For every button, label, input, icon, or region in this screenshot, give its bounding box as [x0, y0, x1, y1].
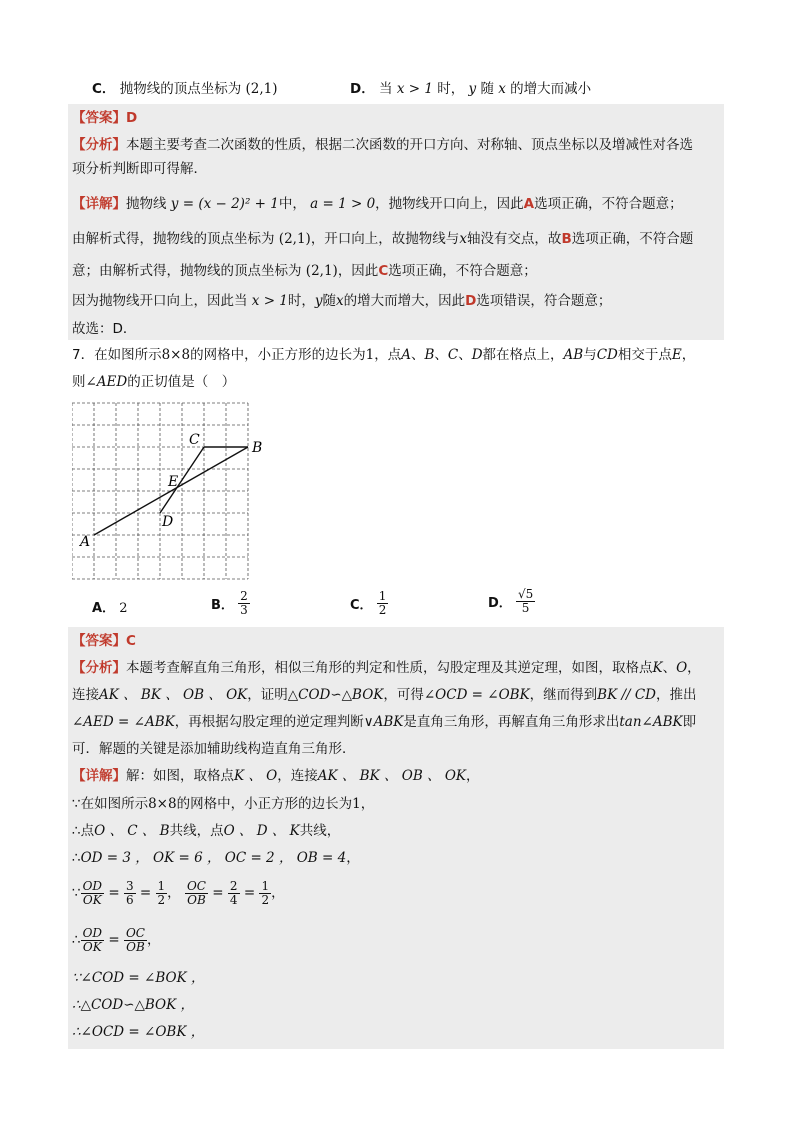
text: 与 — [583, 347, 597, 363]
label-e: E — [168, 474, 179, 490]
analysis-label: 【分析】 — [72, 137, 126, 153]
q6-detail-line3 — [72, 262, 537, 280]
text: 共线，点 — [169, 823, 224, 839]
option-label: B． — [211, 598, 234, 613]
option-ref: A — [523, 196, 535, 212]
text: 因为抛物线开口向上，因此当 — [72, 293, 248, 309]
text: 本题考查解直角三角形，相似三角形的判定和性质，勾股定理及其逆定理，如图，取格点 — [126, 660, 653, 676]
math-expr: ∠AED — [85, 374, 128, 390]
text: 、 — [662, 660, 677, 676]
analysis-label: 【分析】 — [72, 660, 126, 676]
text: 在如图所示 — [94, 347, 162, 363]
numerator: 1 — [378, 589, 387, 603]
text: 时， — [287, 293, 315, 309]
q6-option-c — [92, 80, 278, 98]
q7-analysis-line3 — [72, 713, 696, 731]
math-expr: (2,1) — [305, 263, 338, 279]
option-label: D． — [350, 81, 375, 97]
text: ∴点 — [72, 823, 95, 839]
q6-detail-line5 — [72, 320, 136, 338]
math-var: O — [676, 660, 688, 676]
numerator: 2 — [229, 878, 238, 893]
math-expr: (2,1) — [278, 231, 311, 247]
option-ref: B — [561, 231, 572, 247]
text: 选项正确，不符合题 — [571, 231, 694, 247]
question-number: 7． — [72, 347, 95, 363]
math-expr: K 、 O — [234, 768, 278, 784]
q7-detail-line5: ∵ $\frac{OD}{OK}$ = $\frac{3}{6}$ = $\frac{1}{2}$ ， $\frac{OC}{OB}$ = $\frac{2}{4}$ = $\frac{1}{2}$ ， — [72, 878, 285, 907]
text: ， — [681, 347, 696, 363]
text: 都在格点上， — [482, 347, 564, 363]
math-expr: ∠AED = ∠ABK — [72, 714, 175, 730]
option-label: D． — [488, 596, 512, 611]
text: ，点 — [374, 347, 402, 363]
text: 、 — [434, 347, 448, 363]
option-ref: D — [465, 293, 477, 309]
math-expr: OD = 3 ， OK = 6 ， OC = 2 ， OB = 4 — [80, 850, 347, 866]
math-expr: x > 1 — [396, 81, 433, 97]
math-expr: AK 、 BK 、 OB 、 OK — [317, 768, 466, 784]
math-expr: 8×8 — [161, 347, 191, 363]
answer-label: 【答案】 — [72, 110, 126, 126]
q7-option-c — [350, 590, 388, 617]
q7-detail-line9 — [72, 1023, 204, 1041]
detail-label: 【详解】 — [72, 768, 126, 784]
q7-stem-line1 — [72, 346, 695, 364]
math-expr: O 、 D 、 K — [223, 823, 300, 839]
math-var: AB — [563, 347, 584, 363]
text: 时， — [437, 81, 465, 97]
math-expr: BK // CD — [597, 687, 657, 703]
q7-detail-line6: ∴ $\frac{OD}{OK}$ = $\frac{OC}{OB}$ ， — [72, 925, 161, 954]
numerator: OC — [125, 925, 145, 940]
numerator: 1 — [157, 878, 166, 893]
text: 当 — [379, 81, 393, 97]
math-expr: 1 — [352, 796, 361, 812]
numerator: 2 — [240, 589, 248, 603]
math-expr: AK 、 BK 、 OB 、 OK — [99, 687, 248, 703]
numerator: 1 — [261, 878, 270, 893]
math-expr: O 、 C 、 B — [94, 823, 170, 839]
fraction — [238, 590, 250, 617]
denominator: OK — [82, 892, 102, 907]
math-expr: tan∠ABK — [619, 714, 683, 730]
text: 共线， — [299, 823, 341, 839]
q6-analysis-line2 — [72, 160, 207, 178]
label-c: C — [189, 432, 200, 448]
math-var: E — [671, 347, 682, 363]
text: 、 — [410, 347, 425, 363]
q7-analysis-line2 — [72, 686, 697, 704]
answer-value: D — [126, 110, 138, 126]
denominator: 2 — [261, 892, 270, 907]
text: 则 — [72, 374, 86, 390]
q6-detail-line1 — [72, 195, 683, 213]
q7-detail-line2 — [72, 795, 374, 813]
text: 项分析判断即可得解． — [72, 161, 207, 177]
fraction — [124, 880, 136, 907]
detail-label: 【详解】 — [72, 196, 126, 212]
text: 中， — [278, 196, 306, 212]
numerator: OC — [186, 878, 206, 893]
denominator: OB — [187, 892, 206, 907]
math-expr: x > 1 — [251, 293, 288, 309]
text: ，因此 — [337, 263, 379, 279]
math-expr: a = 1 > 0 — [310, 196, 376, 212]
math-var: CD — [596, 347, 618, 363]
text: 的网格中，小正方形的边长为 — [190, 347, 366, 363]
text: ，连接 — [277, 768, 318, 784]
denominator: 6 — [125, 892, 134, 907]
text: 随 — [480, 81, 494, 97]
text: 的增大而增大，因此 — [343, 293, 466, 309]
text: ，可得 — [383, 687, 424, 703]
text: ，抛物线开口向上，因此 — [375, 196, 524, 212]
label-a: A — [80, 534, 91, 550]
text: 是直角三角形，再解直角三角形求出 — [403, 714, 620, 730]
grid-lines — [72, 403, 248, 579]
q7-option-d — [488, 588, 535, 615]
denominator: OB — [126, 939, 145, 954]
numerator: OD — [82, 925, 103, 940]
fraction — [516, 588, 535, 615]
q6-analysis-line1 — [72, 136, 693, 154]
math-var: B — [424, 347, 435, 363]
text: 连接 — [72, 687, 99, 703]
text: 相交于点 — [617, 347, 672, 363]
q6-detail-line4 — [72, 292, 611, 310]
text: 的正切值是（ ） — [127, 374, 236, 390]
denominator: 2 — [378, 603, 387, 617]
option-ref: C — [378, 263, 389, 279]
text: 可．解题的关键是添加辅助线构造直角三角形． — [72, 741, 356, 757]
denominator: 2 — [157, 892, 166, 907]
math-expr: ∴△COD∽△BOK ， — [72, 997, 195, 1013]
denominator: OK — [82, 939, 102, 954]
math-var: y — [314, 293, 323, 309]
text: 选项错误，符合题意； — [476, 293, 612, 309]
option-text: 抛物线的顶点坐标为 — [119, 81, 242, 97]
text: 意；由解析式得，抛物线的顶点坐标为 — [72, 263, 302, 279]
denominator: 5 — [521, 601, 530, 615]
q7-option-b — [211, 590, 250, 617]
math-expr: ∠OCD = ∠OBK — [423, 687, 530, 703]
text: 故选：D． — [72, 321, 137, 337]
numerator: OD — [82, 878, 103, 893]
math-var: x — [336, 293, 344, 309]
option-value: 2 — [119, 601, 128, 616]
math-expr: 8×8 — [148, 796, 177, 812]
fraction — [185, 880, 208, 907]
denominator: 3 — [240, 603, 248, 617]
text: 、 — [458, 347, 472, 363]
text: ， — [346, 850, 360, 866]
numerator: √5 — [517, 587, 534, 601]
text: 抛物线 — [126, 196, 167, 212]
label-d: D — [162, 514, 174, 530]
text: 的网格中，小正方形的边长为 — [176, 796, 353, 812]
math-expr: 1 — [365, 347, 375, 363]
math-var: y — [468, 81, 477, 97]
fraction — [81, 927, 104, 954]
math-expr: (2,1) — [245, 81, 278, 97]
math-var: D — [471, 347, 483, 363]
option-label: C． — [92, 81, 116, 97]
fraction — [259, 880, 271, 907]
fraction — [228, 880, 240, 907]
q7-analysis-line4 — [72, 740, 356, 758]
option-label: C． — [350, 598, 373, 613]
text: ，开口向上，故抛物线与 — [310, 231, 460, 247]
q7-answer — [72, 632, 136, 650]
q6-answer — [72, 109, 137, 127]
math-var: C — [447, 347, 459, 363]
q6-detail-line2 — [72, 230, 693, 248]
text: ， — [465, 768, 480, 784]
text: 随 — [322, 293, 337, 309]
fraction — [377, 590, 389, 617]
text: ， — [687, 660, 701, 676]
text: ，推出 — [656, 687, 697, 703]
q6-option-d — [350, 80, 591, 98]
q7-analysis-line1 — [72, 659, 701, 677]
denominator: 4 — [229, 892, 238, 907]
text: 选项正确，不符合题意； — [388, 263, 537, 279]
text: 即 — [682, 714, 697, 730]
q7-detail-line3 — [72, 822, 340, 840]
text: 解：如图，取格点 — [126, 768, 234, 784]
q7-detail-line4 — [72, 849, 360, 867]
math-var: x — [498, 81, 506, 97]
answer-value: C — [126, 633, 136, 649]
q7-detail-line1 — [72, 767, 479, 785]
math-expr: △COD∽△BOK — [287, 687, 384, 703]
fraction — [156, 880, 168, 907]
text: ∵ — [72, 885, 81, 901]
fraction — [81, 880, 104, 907]
q7-stem-line2 — [72, 373, 235, 391]
math-expr: ∨ABK — [363, 714, 404, 730]
option-label: A． — [92, 601, 116, 616]
text: 由解析式得，抛物线的顶点坐标为 — [72, 231, 275, 247]
math-var: A — [401, 347, 411, 363]
text: 本题主要考查二次函数的性质，根据二次函数的开口方向、对称轴、顶点坐标以及增减性对各选 — [126, 137, 693, 153]
text: 选项正确，不符合题意； — [534, 196, 683, 212]
text: 轴没有交点，故 — [466, 231, 562, 247]
answer-label: 【答案】 — [72, 633, 126, 649]
text: ∴ — [72, 932, 81, 948]
text: ∴ — [72, 850, 81, 866]
q7-detail-line8 — [72, 996, 194, 1014]
q7-option-a — [92, 597, 127, 616]
text: ，再根据勾股定理的逆定理判断 — [174, 714, 364, 730]
math-expr: ∴∠OCD = ∠OBK ， — [72, 1024, 205, 1040]
math-var: x — [459, 231, 467, 247]
math-expr: y = (x − 2)² + 1 — [170, 196, 279, 212]
text: ∵在如图所示 — [72, 796, 149, 812]
text: 的增大而减小 — [510, 81, 592, 97]
q7-detail-line7 — [72, 969, 204, 987]
text: ，继而得到 — [529, 687, 598, 703]
text: ，证明 — [247, 687, 288, 703]
fraction — [124, 927, 147, 954]
math-expr: ∵∠COD = ∠BOK ， — [72, 970, 205, 986]
grid-figure — [72, 400, 272, 585]
label-b: B — [252, 440, 263, 456]
text: ， — [360, 796, 375, 812]
numerator: 3 — [125, 878, 134, 893]
math-var: K — [652, 660, 663, 676]
